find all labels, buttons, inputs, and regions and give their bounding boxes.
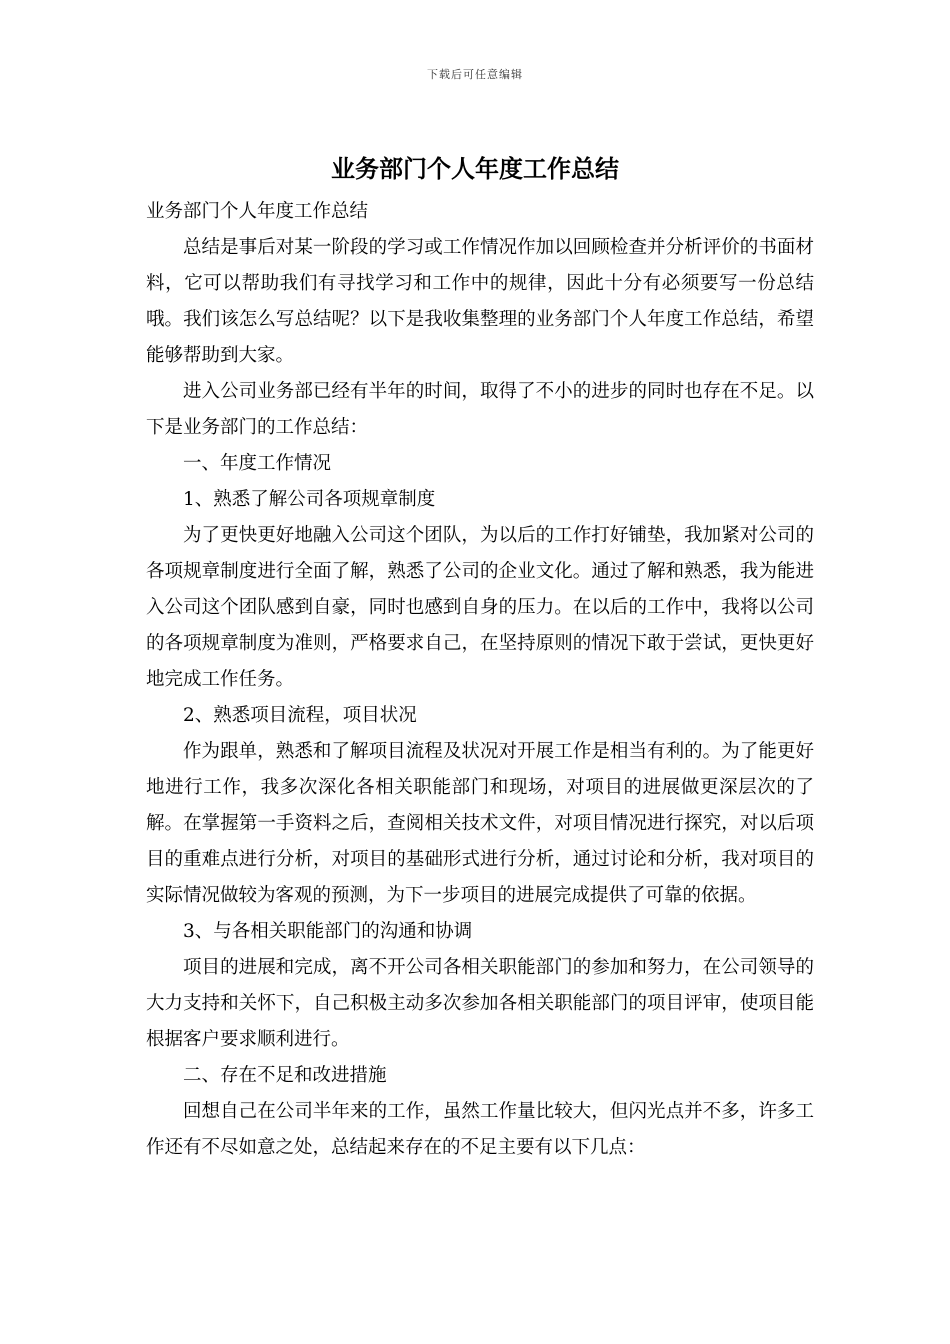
body-paragraph: 回想自己在公司半年来的工作，虽然工作量比较大，但闪光点并不多，许多工作还有不尽如意之处，总结起来存在的不足主要有以下几点： (146, 1101, 814, 1158)
body-paragraph: 为了更快更好地融入公司这个团队，为以后的工作打好铺垫，我加紧对公司的各项规章制度进行全面了解，熟悉了公司的企业文化。通过了解和熟悉，我为能进入公司这个团队感到自豪，同时也感到自身的压力。在以后的工作中，我将以公司的各项规章制度为准则，严格要求自己，在坚持原则的情况下敢于尝试，更快更好地完成工作任务。 (146, 525, 814, 690)
document-title: 业务部门个人年度工作总结 (331, 154, 619, 183)
body-paragraph: 3、与各相关职能部门的沟通和协调 (183, 921, 473, 942)
body-paragraph: 2、熟悉项目流程，项目状况 (183, 705, 417, 726)
body-paragraph: 二、存在不足和改进措施 (183, 1065, 387, 1086)
body-paragraph: 1、熟悉了解公司各项规章制度 (183, 489, 436, 510)
body-paragraph: 业务部门个人年度工作总结 (146, 201, 369, 222)
body-paragraph: 一、年度工作情况 (183, 453, 332, 474)
document-body (146, 194, 814, 1166)
header-note: 下载后可任意编辑 (427, 68, 523, 81)
body-paragraph: 项目的进展和完成，离不开公司各相关职能部门的参加和努力，在公司领导的大力支持和关怀下，自己积极主动多次参加各相关职能部门的项目评审，使项目能根据客户要求顺利进行。 (146, 957, 814, 1050)
body-paragraph: 进入公司业务部已经有半年的时间，取得了不小的进步的同时也存在不足。以下是业务部门的工作总结： (146, 381, 814, 438)
body-paragraph: 作为跟单，熟悉和了解项目流程及状况对开展工作是相当有利的。为了能更好地进行工作，我多次深化各相关职能部门和现场，对项目的进展做更深层次的了解。在掌握第一手资料之后，查阅相关技术文件，对项目情况进行探究，对以后项目的重难点进行分析，对项目的基础形式进行分析，通过讨论和分析，我对项目的实际情况做较为客观的预测，为下一步项目的进展完成提供了可靠的依据。 (146, 741, 814, 906)
body-paragraph: 总结是事后对某一阶段的学习或工作情况作加以回顾检查并分析评价的书面材料，它可以帮助我们有寻找学习和工作中的规律，因此十分有必须要写一份总结哦。我们该怎么写总结呢？以下是我收集整理的业务部门个人年度工作总结，希望能够帮助到大家。 (146, 237, 814, 366)
